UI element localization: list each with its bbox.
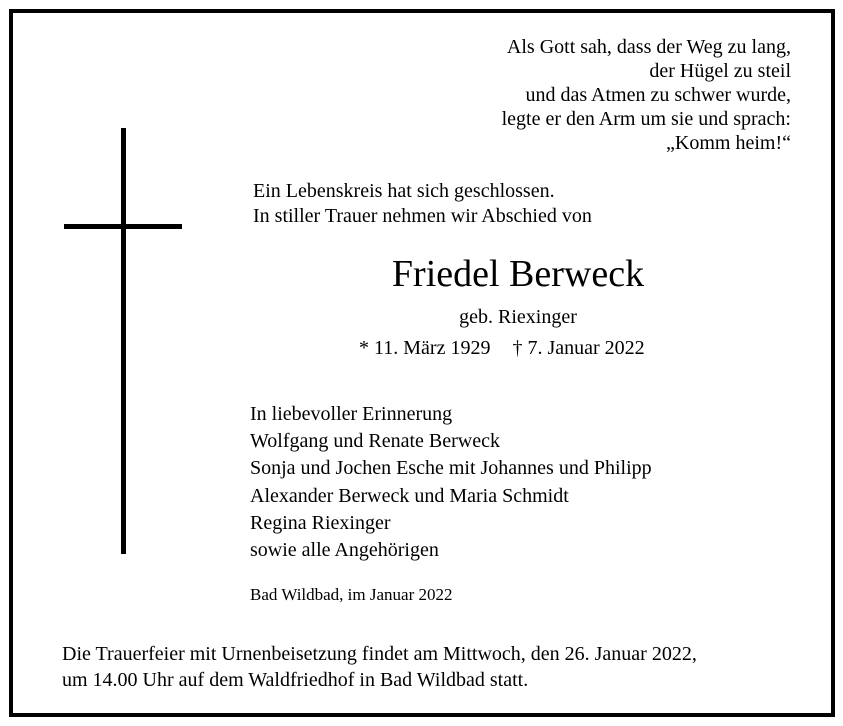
mourner-line: sowie alle Angehörigen — [250, 539, 439, 562]
intro-text — [253, 179, 592, 229]
place-and-date: Bad Wildbad, im Januar 2022 — [250, 585, 453, 604]
poem-line: und das Atmen zu schwer wurde, — [525, 84, 791, 106]
mourner-line: Sonja und Jochen Esche mit Johannes und Philipp — [250, 457, 652, 480]
mourners-list — [250, 401, 652, 564]
intro-line: In stiller Trauer nehmen wir Abschied von — [253, 205, 592, 227]
cross-vertical-beam — [121, 128, 126, 554]
poem — [502, 35, 791, 155]
deceased-name: Friedel Berweck — [391, 253, 645, 295]
intro-line: Ein Lebenskreis hat sich geschlossen. — [253, 180, 555, 202]
mourner-line: Regina Riexinger — [250, 511, 391, 534]
poem-line: der Hügel zu steil — [649, 60, 791, 82]
obituary-notice — [9, 9, 835, 717]
mourner-line: Alexander Berweck und Maria Schmidt — [250, 484, 569, 507]
poem-line: legte er den Arm um sie und sprach: — [501, 108, 791, 130]
birth-name: geb. Riexinger — [459, 306, 577, 328]
funeral-line: um 14.00 Uhr auf dem Waldfriedhof in Bad Wildbad statt. — [62, 669, 529, 691]
poem-line: „Komm heim!“ — [666, 132, 791, 154]
cross-horizontal-beam — [64, 224, 182, 229]
mourner-line: Wolfgang und Renate Berweck — [250, 430, 500, 453]
poem-line: Als Gott sah, dass der Weg zu lang, — [506, 36, 791, 58]
mourner-line: In liebevoller Erinnerung — [250, 403, 453, 425]
funeral-line: Die Trauerfeier mit Urnenbeisetzung findet am Mittwoch, den 26. Januar 2022, — [62, 643, 697, 665]
death-date: † 7. Januar 2022 — [512, 337, 645, 359]
life-dates — [359, 335, 645, 361]
birth-date: * 11. März 1929 — [359, 337, 491, 359]
funeral-info — [62, 641, 697, 693]
